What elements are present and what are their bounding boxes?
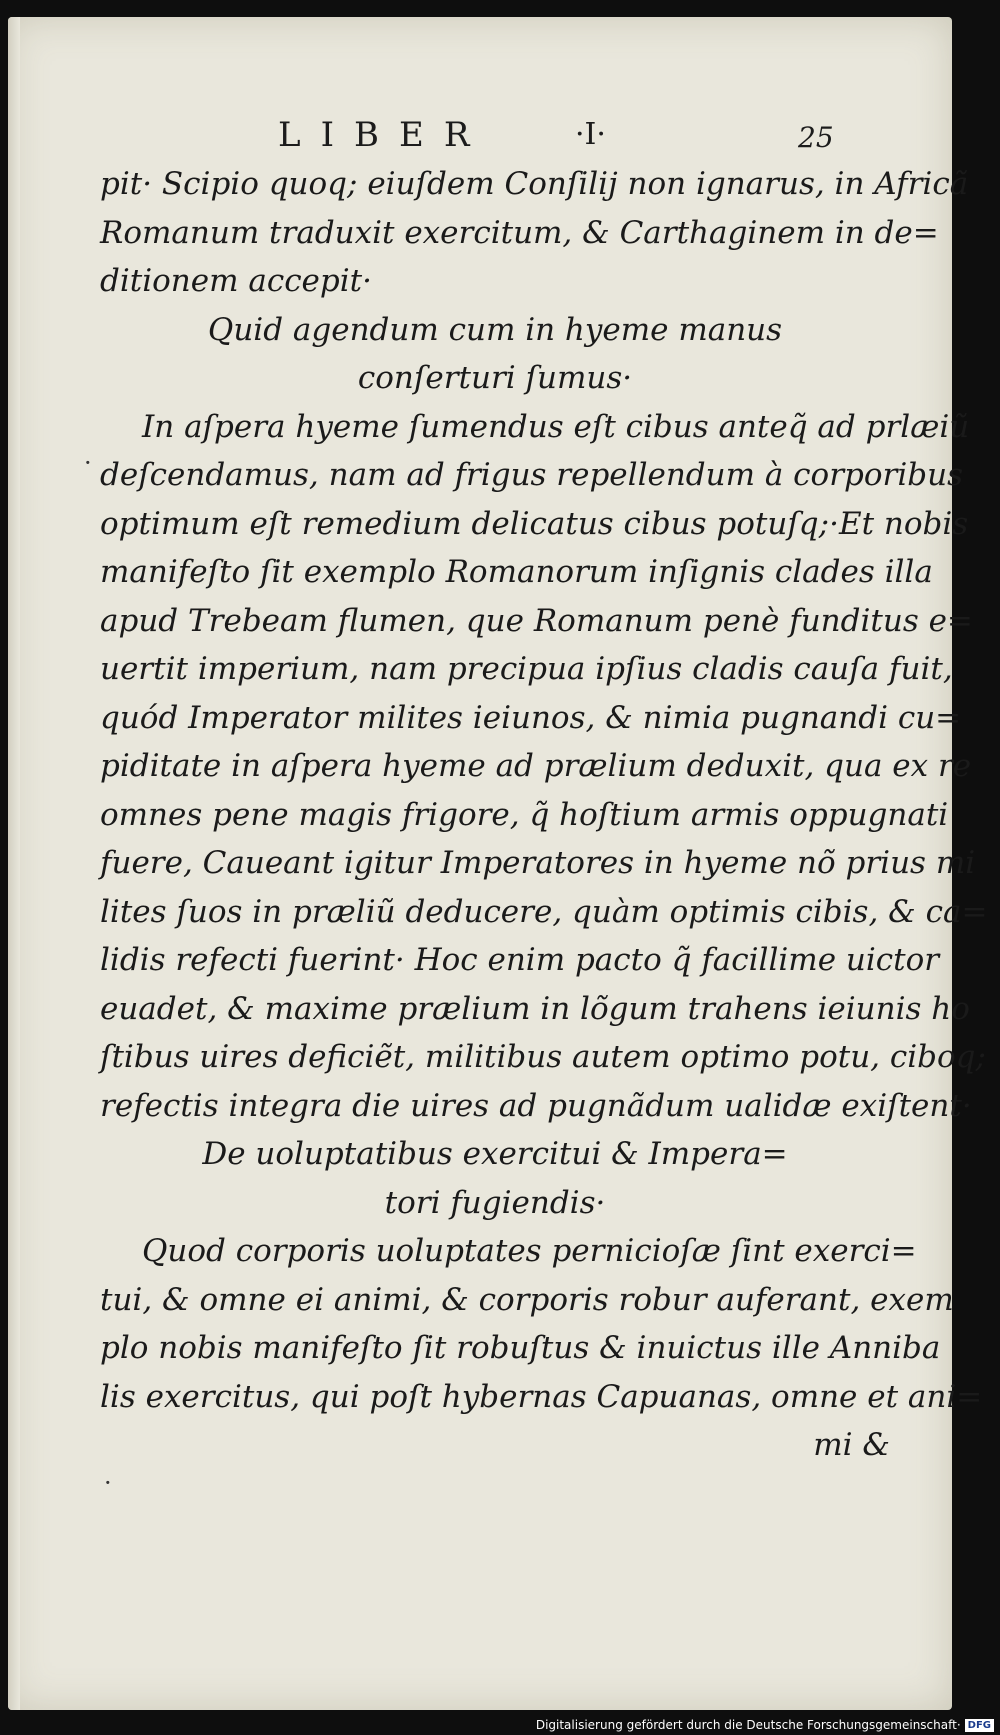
running-head: LIBER <box>278 115 490 155</box>
section-heading-line: De uoluptatibus exercitui & Impera= <box>202 1136 788 1172</box>
credit-text: Digitalisierung gefördert durch die Deutsche Forschungsgemeinschaft· <box>535 1718 961 1732</box>
text-line: optimum eſt remedium delicatus cibus potuſq;·Et nobis <box>100 505 969 542</box>
text-line: deſcendamus, nam ad frigus repellendum à corporibus <box>100 457 963 493</box>
margin-dot: · <box>104 1469 112 1497</box>
text-line: quód Imperator milites ieiunos, & nimia pugnandi cu= <box>100 699 962 736</box>
text-line: apud Trebeam flumen, que Romanum penè funditus e= <box>100 602 973 639</box>
folio-number: 25 <box>798 121 834 154</box>
text-line: ſtibus uires deficiẽt, militibus autem optimo potu, ciboq; <box>100 1039 986 1075</box>
section-heading-line: conſerturi ſumus· <box>357 360 633 396</box>
digitization-credit <box>0 1718 1000 1735</box>
section-heading-line: Quid agendum cum in hyeme manus <box>207 311 783 348</box>
text-line: plo nobis manifeſto ſit robuſtus & inuictus ille Anniba <box>100 1330 941 1366</box>
margin-dot: · <box>84 449 92 477</box>
text-line: Quod corporis uoluptates pernicioſæ ſint exerci= <box>142 1233 917 1269</box>
text-line: lis exercitus, qui poſt hybernas Capuanas, omne et ani= <box>100 1378 983 1415</box>
dfg-logo: DFG <box>965 1719 994 1732</box>
text-line: uertit imperium, nam precipua ipſius cladis cauſa fuit, <box>100 651 953 687</box>
text-line: piditate in aſpera hyeme ad prælium deduxit, qua ex re <box>100 748 972 784</box>
text-line: mi & <box>813 1427 890 1463</box>
text-line: pit· Scipio quoq; eiuſdem Conſilij non ignarus, in Africã <box>100 166 969 202</box>
text-line: lites ſuos in præliũ deducere, quàm optimis cibis, & ca= <box>100 893 988 930</box>
text-line: refectis integra die uires ad pugnãdum ualidæ exiſtent· <box>100 1087 972 1124</box>
section-heading-line: tori fugiendis· <box>384 1184 606 1221</box>
text-line: lidis refecti fuerint· Hoc enim pacto q̃ facillime uictor <box>100 942 940 978</box>
text-line: In aſpera hyeme ſumendus eſt cibus anteq̃ ad prlæiũ <box>142 408 970 445</box>
text-line: tui, & omne ei animi, & corporis robur auferant, exem <box>100 1281 954 1318</box>
page-edge <box>8 17 20 1710</box>
text-line: ditionem accepit· <box>100 263 372 299</box>
text-line: omnes pene magis frigore, q̃ hoſtium armis oppugnati <box>100 796 949 833</box>
text-line: manifeſto ſit exemplo Romanorum inſignis clades illa <box>100 554 933 590</box>
text-line: euadet, & maxime prælium in lõgum trahens ieiunis ho <box>100 990 970 1027</box>
text-line: Romanum traduxit exercitum, & Carthaginem in de= <box>100 214 939 251</box>
text-line: fuere, Caueant igitur Imperatores in hyeme nõ prius mi <box>100 845 976 881</box>
book-number: ·I· <box>575 117 606 152</box>
body-text <box>100 160 988 1470</box>
